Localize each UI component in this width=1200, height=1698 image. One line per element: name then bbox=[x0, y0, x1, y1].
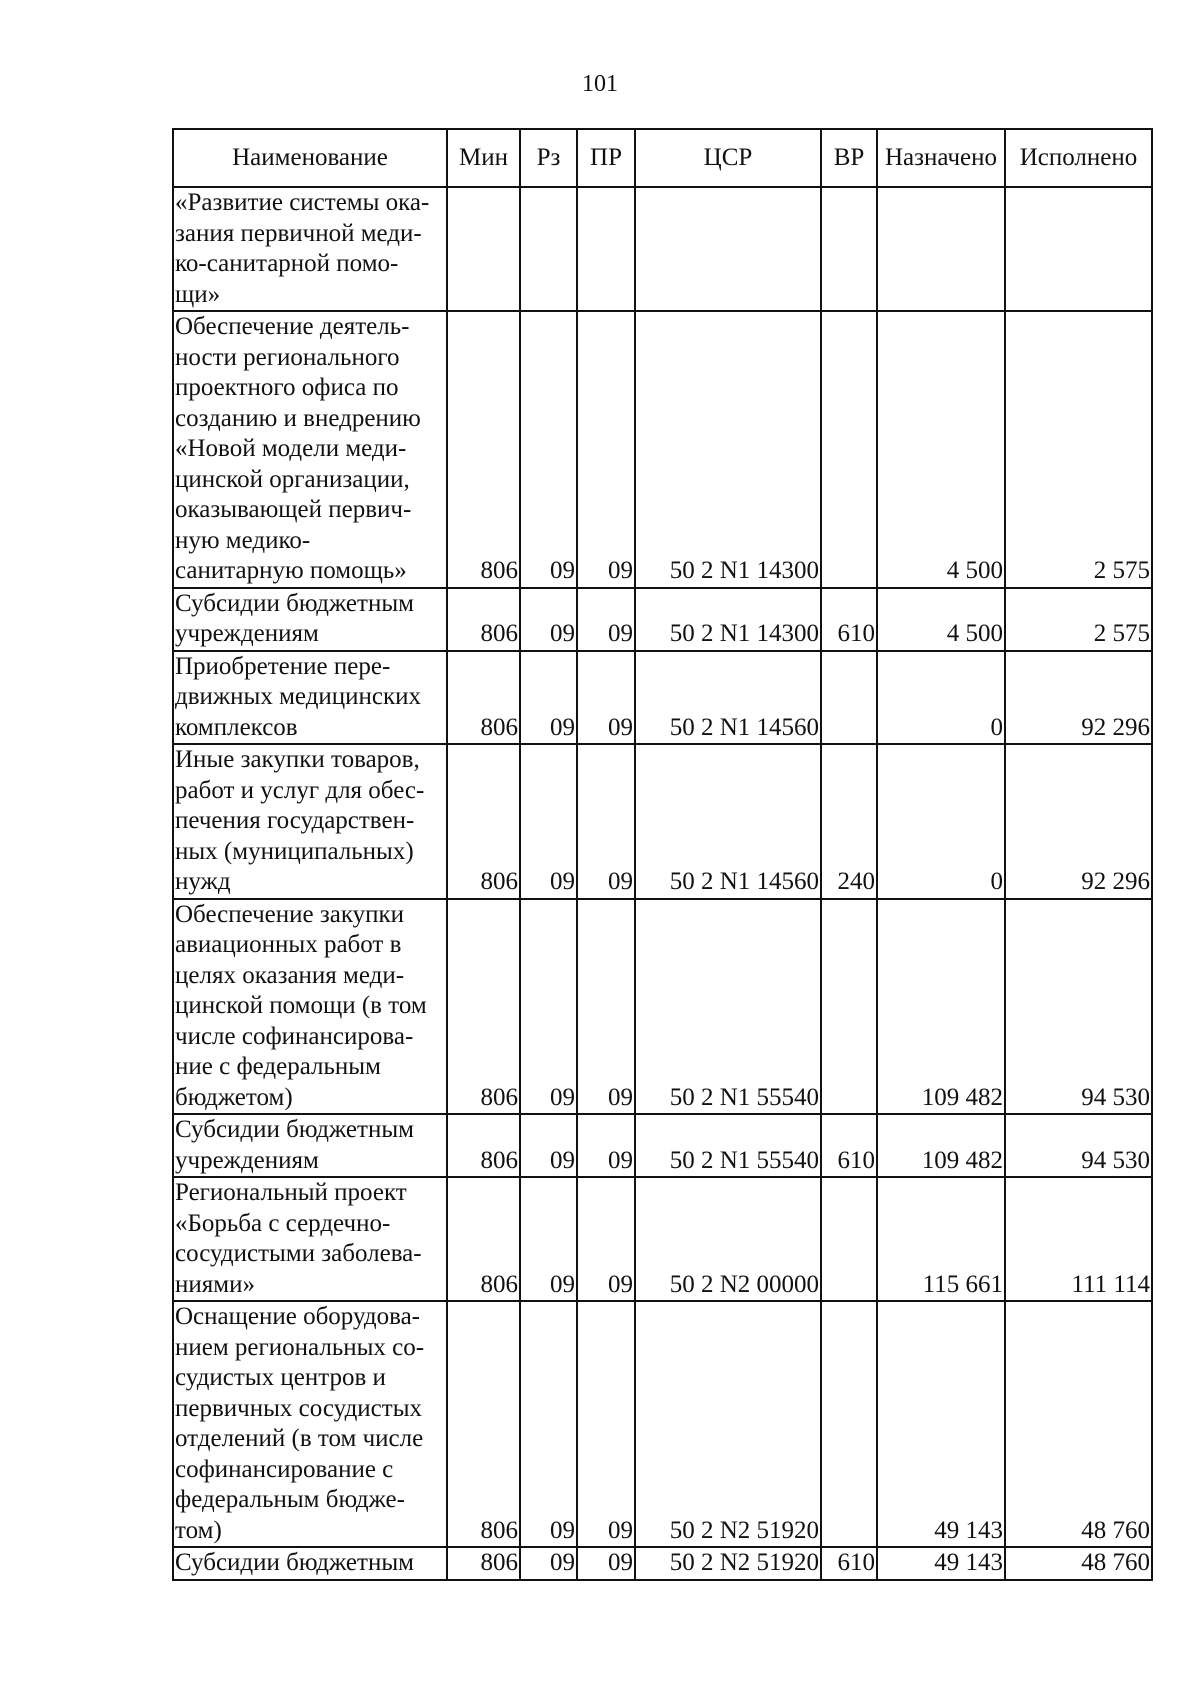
row-assigned: 0 bbox=[877, 651, 1005, 745]
row-executed: 48 760 bbox=[1005, 1301, 1152, 1547]
row-assigned: 49 143 bbox=[877, 1301, 1005, 1547]
row-assigned: 109 482 bbox=[877, 1114, 1005, 1177]
row-name: Обеспечение деятель- ности регионального проектного офиса по созданию и внедрению «Новой модели меди- цинской организации, оказывающей первич- ную медико- санитарную помощь» bbox=[173, 311, 447, 588]
row-executed: 111 114 bbox=[1005, 1177, 1152, 1301]
row-name: Оснащение оборудова- нием региональных со- судистых центров и первичных сосудистых отделений (в том числе софинансирование с федеральным бюдже- том) bbox=[173, 1301, 447, 1547]
row-min: 806 bbox=[447, 744, 520, 899]
row-rz: 09 bbox=[520, 1301, 577, 1547]
row-rz: 09 bbox=[520, 651, 577, 745]
row-csr: 50 2 N2 51920 bbox=[635, 1301, 821, 1547]
row-executed bbox=[1005, 187, 1152, 311]
page-number: 101 bbox=[582, 71, 618, 97]
row-csr: 50 2 N2 00000 bbox=[635, 1177, 821, 1301]
header-executed: Исполнено bbox=[1005, 129, 1152, 187]
row-executed: 94 530 bbox=[1005, 899, 1152, 1115]
header-assigned: Назначено bbox=[877, 129, 1005, 187]
row-executed: 2 575 bbox=[1005, 311, 1152, 588]
row-vr bbox=[821, 651, 877, 745]
row-name: Региональный проект «Борьба с сердечно- сосудистыми заболева- ниями» bbox=[173, 1177, 447, 1301]
row-pr: 09 bbox=[577, 311, 635, 588]
row-name: Субсидии бюджетным bbox=[173, 1547, 447, 1580]
row-min: 806 bbox=[447, 1114, 520, 1177]
table-row bbox=[173, 1114, 1152, 1177]
table-row bbox=[173, 1301, 1152, 1547]
row-name: Субсидии бюджетным учреждениям bbox=[173, 1114, 447, 1177]
row-min: 806 bbox=[447, 588, 520, 651]
row-pr: 09 bbox=[577, 1177, 635, 1301]
table-body bbox=[173, 187, 1152, 1580]
row-executed: 92 296 bbox=[1005, 651, 1152, 745]
budget-table bbox=[172, 128, 1153, 1581]
row-min: 806 bbox=[447, 899, 520, 1115]
header-vr: ВР bbox=[821, 129, 877, 187]
row-vr bbox=[821, 1177, 877, 1301]
row-rz: 09 bbox=[520, 311, 577, 588]
row-assigned: 0 bbox=[877, 744, 1005, 899]
row-csr: 50 2 N1 55540 bbox=[635, 899, 821, 1115]
row-csr: 50 2 N1 14560 bbox=[635, 651, 821, 745]
table-row bbox=[173, 311, 1152, 588]
table-row bbox=[173, 1547, 1152, 1580]
table-row bbox=[173, 588, 1152, 651]
header-row bbox=[173, 129, 1152, 187]
row-rz: 09 bbox=[520, 1177, 577, 1301]
table-row bbox=[173, 651, 1152, 745]
row-vr: 240 bbox=[821, 744, 877, 899]
row-vr bbox=[821, 187, 877, 311]
row-vr: 610 bbox=[821, 1547, 877, 1580]
row-pr: 09 bbox=[577, 1547, 635, 1580]
header-pr: ПР bbox=[577, 129, 635, 187]
row-pr: 09 bbox=[577, 744, 635, 899]
row-assigned: 49 143 bbox=[877, 1547, 1005, 1580]
row-min: 806 bbox=[447, 1177, 520, 1301]
table-row bbox=[173, 744, 1152, 899]
row-executed: 94 530 bbox=[1005, 1114, 1152, 1177]
row-vr: 610 bbox=[821, 588, 877, 651]
row-rz: 09 bbox=[520, 744, 577, 899]
row-rz bbox=[520, 187, 577, 311]
header-name: Наименование bbox=[173, 129, 447, 187]
row-pr: 09 bbox=[577, 588, 635, 651]
row-min: 806 bbox=[447, 311, 520, 588]
row-assigned: 4 500 bbox=[877, 311, 1005, 588]
table-header bbox=[173, 129, 1152, 187]
row-vr bbox=[821, 1301, 877, 1547]
row-executed: 48 760 bbox=[1005, 1547, 1152, 1580]
row-rz: 09 bbox=[520, 899, 577, 1115]
header-min: Мин bbox=[447, 129, 520, 187]
row-rz: 09 bbox=[520, 1114, 577, 1177]
row-assigned: 115 661 bbox=[877, 1177, 1005, 1301]
row-executed: 2 575 bbox=[1005, 588, 1152, 651]
row-executed: 92 296 bbox=[1005, 744, 1152, 899]
row-rz: 09 bbox=[520, 588, 577, 651]
row-vr bbox=[821, 899, 877, 1115]
row-csr: 50 2 N1 14300 bbox=[635, 588, 821, 651]
row-name: Обеспечение закупки авиационных работ в целях оказания меди- цинской помощи (в том числе софинансирова- ние с федеральным бюджетом) bbox=[173, 899, 447, 1115]
row-min bbox=[447, 187, 520, 311]
table-row bbox=[173, 187, 1152, 311]
row-assigned: 4 500 bbox=[877, 588, 1005, 651]
row-csr bbox=[635, 187, 821, 311]
row-pr: 09 bbox=[577, 899, 635, 1115]
row-pr: 09 bbox=[577, 1301, 635, 1547]
row-assigned: 109 482 bbox=[877, 899, 1005, 1115]
row-name: Иные закупки товаров, работ и услуг для обес- печения государствен- ных (муниципальных) нужд bbox=[173, 744, 447, 899]
table-row bbox=[173, 899, 1152, 1115]
row-vr bbox=[821, 311, 877, 588]
row-pr bbox=[577, 187, 635, 311]
row-csr: 50 2 N2 51920 bbox=[635, 1547, 821, 1580]
header-csr: ЦСР bbox=[635, 129, 821, 187]
row-vr: 610 bbox=[821, 1114, 877, 1177]
row-min: 806 bbox=[447, 651, 520, 745]
row-csr: 50 2 N1 55540 bbox=[635, 1114, 821, 1177]
row-min: 806 bbox=[447, 1547, 520, 1580]
table-row bbox=[173, 1177, 1152, 1301]
row-csr: 50 2 N1 14560 bbox=[635, 744, 821, 899]
row-pr: 09 bbox=[577, 651, 635, 745]
row-pr: 09 bbox=[577, 1114, 635, 1177]
row-name: Субсидии бюджетным учреждениям bbox=[173, 588, 447, 651]
header-rz: Рз bbox=[520, 129, 577, 187]
row-rz: 09 bbox=[520, 1547, 577, 1580]
row-csr: 50 2 N1 14300 bbox=[635, 311, 821, 588]
row-name: «Развитие системы ока- зания первичной меди- ко-санитарной помо- щи» bbox=[173, 187, 447, 311]
row-assigned bbox=[877, 187, 1005, 311]
row-name: Приобретение пере- движных медицинских комплексов bbox=[173, 651, 447, 745]
row-min: 806 bbox=[447, 1301, 520, 1547]
